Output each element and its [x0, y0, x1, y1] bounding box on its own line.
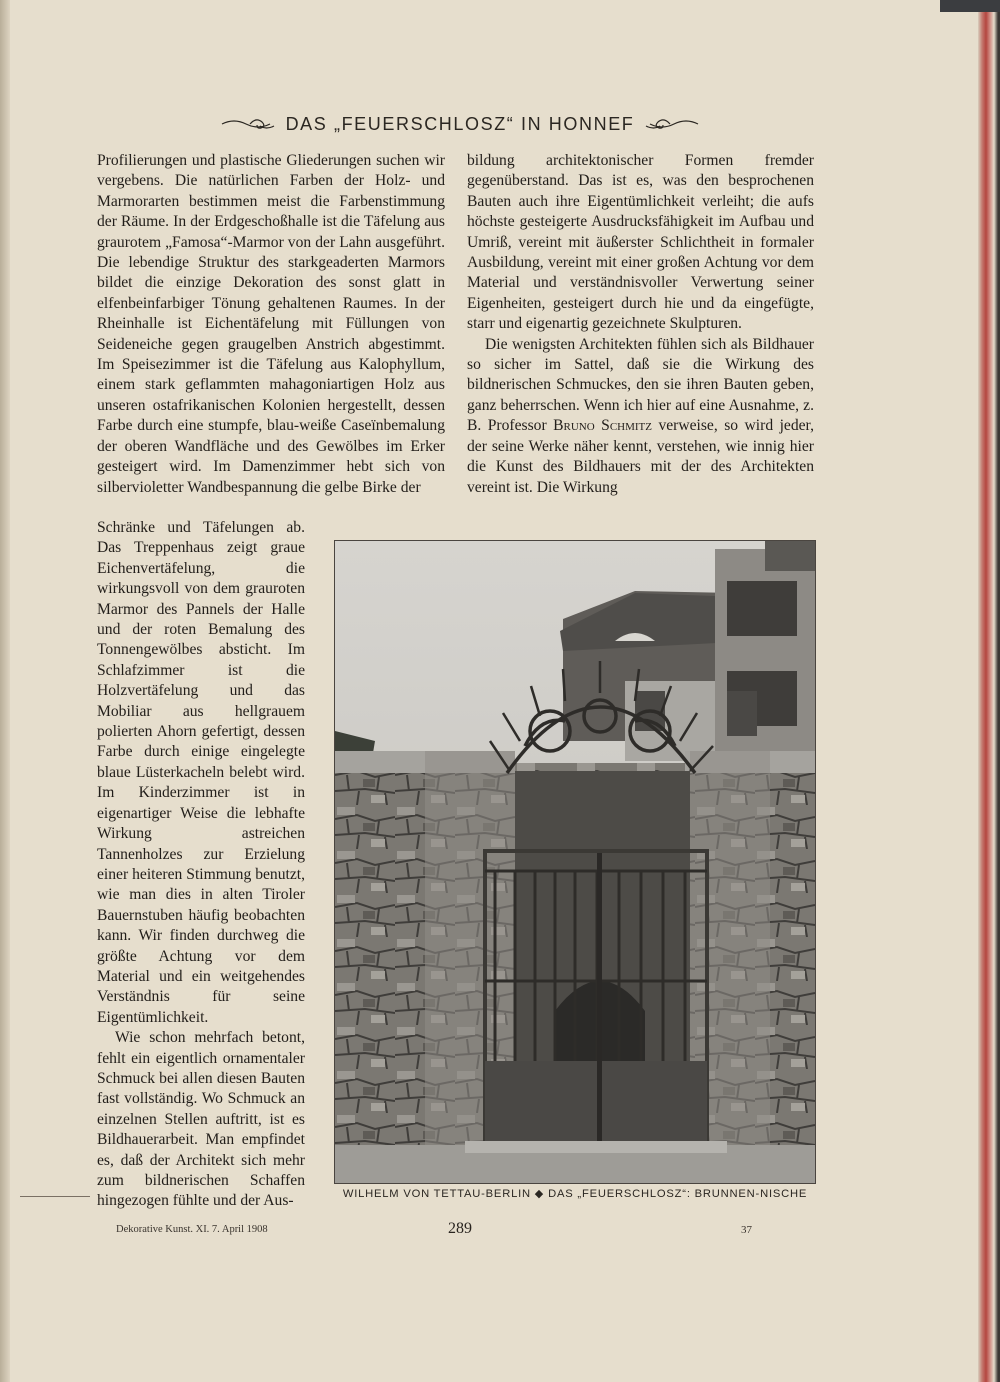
- body-paragraph: Schränke und Täfelungen ab. Das Treppenhaus zeigt graue Eichenvertäfelung, die wirkungsvoll von dem grauroten Marmor des Pannels der Halle und der roten Bemalung des Tonnengewölbes absticht. Im Schlafzimmer ist die Holzvertäfelung und das Mobiliar aus hellgrauem polierten Ahorn gefertigt, dessen Farbe durch einige eingelegte blaue Lüsterkacheln belebt wird. Im Kinderzimmer ist in eigenartiger Weise die lebhafte Wirkung astreichen Tannenholzes zur Erzielung einer heiteren Stimmung benutzt, wie man dies in alten Tiroler Bauernstuben häufig beobachten kann. Wir finden durchweg die größte Achtung vor dem Material und ein weitgehendes Verständnis für seine Eigentümlichkeit.: [97, 519, 305, 1026]
- margin-rule: [20, 1196, 90, 1197]
- figure-caption: WILHELM VON TETTAU-BERLIN ◆ DAS „FEUERSCHLOSZ“: BRUNNEN-NISCHE: [342, 1188, 808, 1200]
- body-paragraph: Wie schon mehrfach betont, fehlt ein eigentlich ornamentaler Schmuck bei allen diesen Bauten fast vollständig. Wo Schmuck an einzelnen Stellen auftritt, ist es Bildhauerarbeit. Man empfindet es, daß der Architekt sich mehr zum bildnerischen Schaffen hingezogen fühlte und der Aus-: [97, 1029, 305, 1210]
- journal-reference: Dekorative Kunst. XI. 7. April 1908: [116, 1224, 268, 1235]
- left-column-narrow: [97, 518, 305, 1212]
- person-name: Bruno Schmitz: [553, 417, 652, 435]
- body-paragraph: Profilierungen und plastische Gliederungen suchen wir vergebens. Die natürlichen Farben der Holz- und Marmorarten bestimmen meist die Farbenstimmung der Räume. In der Erdgeschoßhalle ist die Täfelung aus graurotem „Famosa“-Marmor von der Lahn ausgeführt. Die lebendige Struktur des starkgeaderten Marmors bildet die einzige Dekoration des sonst glatt in elfenbeinfarbiger Tönung gehaltenen Raumes. In der Rheinhalle ist Eichentäfelung mit Füllungen von Seideneiche gegen graugelben Anstrich abgestimmt. Im Speisezimmer ist die Täfelung aus Kalophyllum, einem stark geflammten mahagoniartigen Holz aus unseren ostafrikanischen Kolonien hergestellt, dessen Farbe durch eine stumpfe, blau-weiße Caseïnbemalung der oberen Wandfläche und des Gewölbes im Erker gesteigert wird. Im Damenzimmer hebt sich von silbervioletter Wandbespannung die gelbe Birke der: [97, 152, 445, 496]
- book-binding: [0, 0, 10, 1382]
- page-edge: [978, 0, 1000, 1382]
- book-cover-corner: [940, 0, 1000, 12]
- text-run: verweise, so wird jeder, der seine Werke näher kennt, verstehen, wie innig hier die Kunst des Bildhauers mit der des Architekten vereint ist. Die Wirkung: [467, 417, 815, 496]
- body-paragraph: [467, 335, 814, 498]
- body-paragraph: bildung architektonischer Formen fremder gegenüberstand. Das ist es, was den besprochenen Bauten auch ihre Eigentümlichkeit verleiht; die aufs höchste gesteigerte Ausdrucksfähigkeit im Aufbau und Umriß, vereint mit äußerster Schlichtheit in formaler Ausbildung, vereint mit einer großen Achtung vor dem Material und verständnisvoller Verwertung seiner Eigenheiten, gesteigert durch hie und da eingefügte, starr und eigenartig gezeichnete Skulpturen.: [467, 152, 814, 333]
- left-ornament-icon: [220, 114, 278, 134]
- text-run: Die wenigsten Architekten fühlen sich als Bildhauer so sicher im Sattel, daß sie die Wirkung des bildnerischen Schmuckes, den sie ihren Bauten geben, ganz beherrschen. Wenn ich hier auf eine Ausnahme, z. B. Professor: [467, 335, 814, 435]
- page-title: DAS „FEUERSCHLOSZ“ IN HONNEF: [285, 114, 635, 135]
- left-column-wide: [97, 151, 445, 498]
- running-header: [200, 108, 720, 138]
- right-ornament-icon: [642, 114, 700, 134]
- page-number: 289: [448, 1220, 472, 1237]
- right-column: [467, 151, 814, 498]
- photograph-brunnen-nische: [334, 540, 816, 1184]
- signature-mark: 37: [741, 1224, 752, 1236]
- gate-photo-illustration: [335, 541, 815, 1183]
